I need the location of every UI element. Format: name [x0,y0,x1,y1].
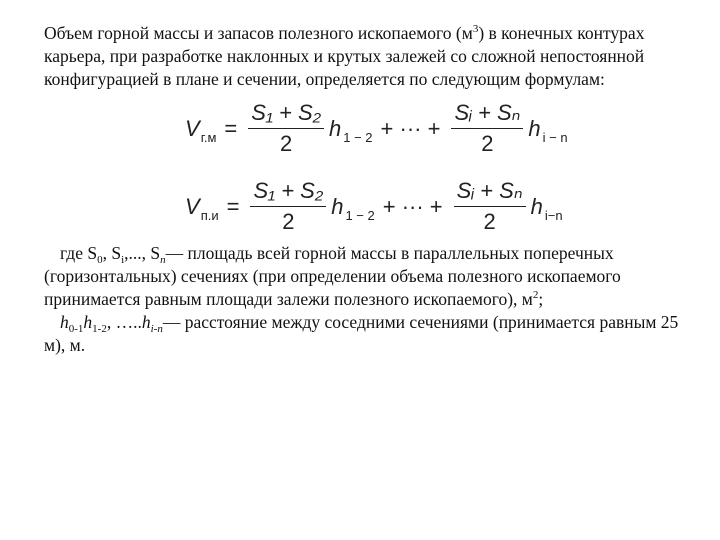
intro-superscript: 3 [472,23,479,35]
formula1-plus-dots: + ··· + [380,115,441,141]
intro-text-end: ) в конечных контурах карьера, при разработке наклонных и крутых залежей со сложной непостоянной конфигурацией в плане и сечении, определяется по следующим формулам: [44,23,645,89]
formula-mineral-volume [185,178,563,235]
formula2-fraction-1: $\frac{\text{S₁ + S₂}}{2}$ [250,178,326,235]
formula1-fraction-1: $\frac{\text{S₁ + S₂}}{2}$ [248,100,324,157]
formula1-fraction-2: $\frac{\text{Sᵢ + Sₙ}}{2}$ [451,100,523,157]
legend-line-distances: $h_{0-1}h_{1-2}$, $\dots..h_{i-n}—$ расстояние между соседними сечениями (принимается равным 25 м), м. [44,312,679,355]
formula1-h1: h $_{1 - 2}$ [329,115,373,145]
formula1-lhs: $V_{г.м}$ [185,115,217,145]
formula1-equals: = [224,115,238,141]
formula2-equals: = [226,193,240,219]
formula2-fraction-2: $\frac{\text{Sᵢ + Sₙ}}{2}$ [454,178,526,235]
formula2-lhs: $V_{п.и}$ [185,193,219,223]
formula2-h1: h $_{1 - 2}$ [331,193,375,223]
intro-text-start: Объем горной массы и запасов полезного ископаемого (м [44,23,473,43]
formula-rock-mass-volume [185,100,568,157]
legend-line-areas: где $S_0$, $S_i$,..., $S_n—$ площадь всей горной массы в параллельных поперечных (горизонтальных) сечениях (при определении объема полезного ископаемого принимается равным площади залежи полезного ископаемого), $м^2$; [44,243,621,309]
formula2-plus-dots: + ··· + [382,193,443,219]
legend-paragraph [44,242,684,357]
formula2-h2: h $_{i-n}$ [530,193,563,223]
formula1-h2: h $_{i - n}$ [528,115,568,145]
intro-paragraph [44,22,684,91]
